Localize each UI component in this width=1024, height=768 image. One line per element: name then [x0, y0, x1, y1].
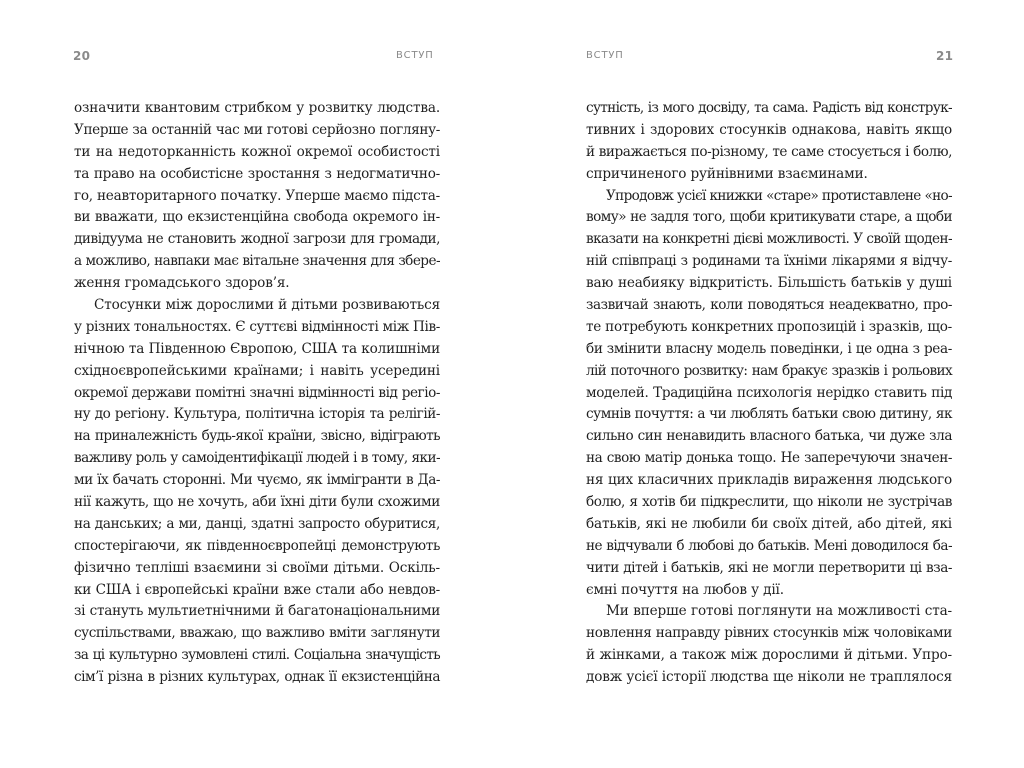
text-line: ня цих класичних прикладів вираження людського: [586, 472, 952, 489]
running-head: ВСТУП: [396, 50, 434, 61]
text-line: у різних тональностях. Є суттєві відмінності між Пів-: [74, 318, 440, 335]
text-line: те потребують конкретних пропозицій і зразків, що-: [586, 318, 952, 335]
page-number: 20: [73, 49, 91, 63]
text-line: ну до регіону. Культура, політична історія та релігій-: [74, 406, 440, 423]
text-line: за ці культурно зумовлені стилі. Соціальна значущість: [74, 647, 440, 664]
text-line: Стосунки між дорослими й дітьми розвиваються: [94, 297, 440, 314]
text-line: батьків, які не любили би своїх дітей, або дітей, які: [586, 515, 952, 532]
text-line: нії кажуть, що не хочуть, аби їхні діти були схожими: [74, 494, 440, 511]
text-line: ження громадського здоров’я.: [74, 275, 290, 292]
text-line: ній співпраці з родинами та їхніми лікарями я відчу-: [586, 253, 952, 270]
text-line: моделей. Традиційна психологія нерідко ставить під: [586, 384, 952, 401]
text-line: сутність, із мого досвіду, та сама. Радість від конструк-: [586, 100, 952, 116]
text-line: вказати на конкретні дієві можливості. У своїй щоден-: [586, 231, 952, 248]
text-line: зазвичай знають, коли поводяться неадекватно, про-: [586, 297, 952, 314]
text-line: зі стануть мультиетнічними й багатонаціональними: [74, 603, 440, 620]
text-line: сумнів почуття: а чи люблять батьки свою дитину, як: [586, 406, 952, 423]
text-line: спричиненого руйнівними взаєминами.: [586, 165, 868, 182]
text-line: Ми вперше готові поглянути на можливості ста-: [606, 603, 952, 620]
running-head: ВСТУП: [586, 50, 624, 61]
text-line: дивідуума не становить жодної загрози для громади,: [74, 231, 440, 248]
text-line: фізично тепліші взаємини зі своїми дітьми. Оскіль-: [74, 559, 440, 576]
right-page: [512, 0, 1024, 768]
text-line: окремої держави помітні значні відмінності від регіо-: [74, 384, 440, 401]
text-line: го, неавторитарного початку. Уперше маємо підста-: [74, 187, 440, 204]
text-line: спостерігаючи, як південноєвропейці демонструють: [74, 537, 440, 554]
text-line: важливу роль у самоідентифікації людей і в тому, яки-: [74, 450, 440, 467]
text-line: сім’ї різна в різних культурах, однак її екзистенційна: [74, 669, 440, 686]
text-line: сильно син ненавидить власного батька, чи дуже зла: [586, 428, 952, 445]
text-line: й виражається по-різному, те саме стосується і болю,: [586, 143, 952, 160]
text-line: а можливо, навпаки має вітальне значення для збере-: [74, 253, 440, 270]
body-text: [74, 98, 440, 689]
text-line: ви вважати, що екзистенційна свобода окремого ін-: [74, 209, 440, 226]
text-line: й жінками, а також між дорослими й дітьми. Упро-: [586, 647, 952, 664]
text-line: нічною та Південною Європою, США та колишніми: [74, 340, 440, 357]
text-line: чити дітей і батьків, які не могли перетворити ці вза-: [586, 559, 952, 576]
text-line: та право на особистісне зростання з недогматично-: [74, 165, 440, 182]
text-line: новлення направду рівних стосунків між чоловіками: [586, 625, 952, 642]
text-line: означити квантовим стрибком у розвитку людства.: [74, 100, 440, 116]
text-line: суспільствами, вважаю, що важливо вміти заглянути: [74, 625, 440, 642]
text-line: на данських; а ми, данці, здатні запросто обуритися,: [74, 515, 440, 532]
text-line: довж усієї історії людства ще ніколи не траплялося: [586, 669, 952, 686]
text-line: на приналежність будь-якої країни, звісно, відіграють: [74, 428, 440, 445]
text-line: болю, я хотів би підкреслити, що ніколи не зустрічав: [586, 494, 952, 511]
text-line: ваю неабияку відкритість. Більшість батьків у душі: [586, 275, 952, 292]
text-line: на свою матір донька тощо. Не заперечуючи значен-: [586, 450, 952, 467]
text-line: ти на недоторканність кожної окремої особистості: [74, 143, 440, 160]
text-line: лій поточного розвитку: нам бракує зразків і рольових: [586, 362, 952, 379]
text-line: не відчували б любові до батьків. Мені доводилося ба-: [586, 537, 952, 554]
text-line: Упродовж усієї книжки «старе» протиставлене «но-: [606, 187, 952, 204]
text-line: ки США і європейські країни вже стали або невдов-: [74, 581, 440, 598]
page-number: 21: [936, 49, 954, 63]
text-line: вому» не задля того, щоби критикувати старе, а щоби: [586, 209, 952, 226]
text-line: ми їх бачать сторонні. Ми чуємо, як іммігранти в Да-: [74, 472, 440, 489]
text-line: Уперше за останній час ми готові серйозно погляну-: [74, 121, 440, 138]
text-line: східноєвропейськими країнами; і навіть усередині: [74, 362, 440, 379]
text-line: би змінити власну модель поведінки, і це одна з реа-: [586, 340, 952, 357]
body-text: [586, 98, 952, 689]
text-line: ємні почуття на любов у дії.: [586, 581, 784, 598]
text-line: тивних і здорових стосунків однакова, навіть якщо: [586, 121, 952, 138]
